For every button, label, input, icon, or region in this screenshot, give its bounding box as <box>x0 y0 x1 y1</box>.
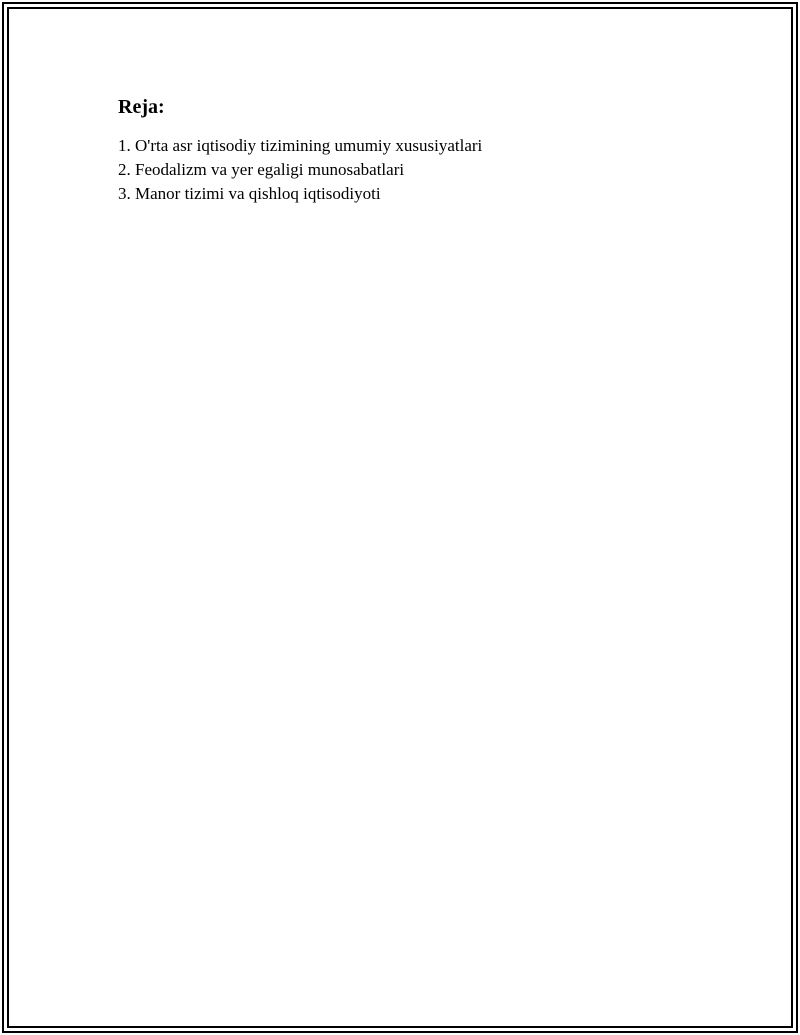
plan-item-2: 2. Feodalizm va yer egaligi munosabatlari <box>118 160 405 179</box>
plan-item-1: 1. O'rta asr iqtisodiy tizimining umumiy xususiyatlari <box>118 136 483 155</box>
plan-heading: Reja: <box>118 96 165 118</box>
plan-item-3: 3. Manor tizimi va qishloq iqtisodiyoti <box>118 184 381 203</box>
plan-list <box>118 134 718 206</box>
document-page <box>118 94 718 206</box>
